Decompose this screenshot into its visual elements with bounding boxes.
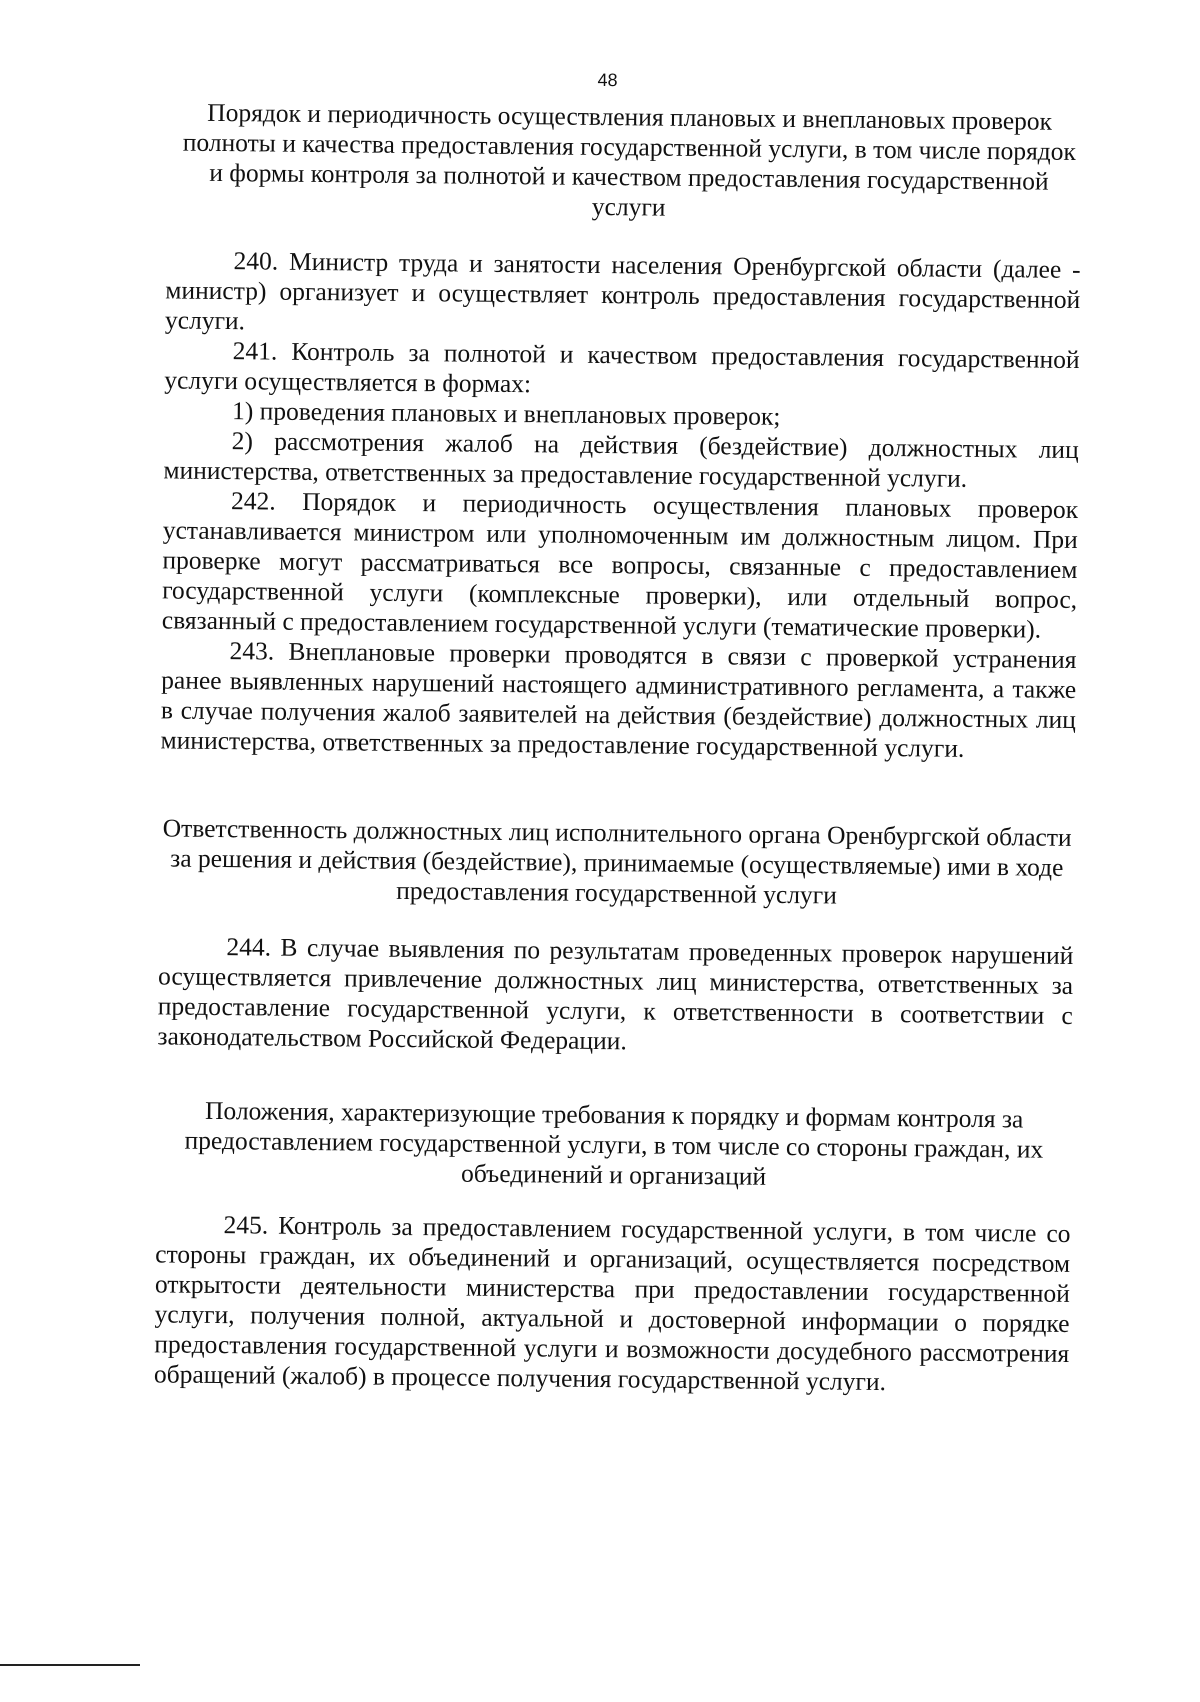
- list-item-2: 2) рассмотрения жалоб на действия (бездействие) должностных лиц министерства, ответственных за предоставление государственной услуги.: [163, 426, 1079, 493]
- page-number: 48: [597, 69, 618, 91]
- paragraph-243: 243. Внеплановые проверки проводятся в связи с проверкой устранения ранее выявленных нарушений настоящего административного регламента, а также в случае получения жалоб заявителей на действия (бездействие) должностных лиц министерства, ответственных за предоставление государственной услуги.: [160, 636, 1077, 763]
- paragraph-242: 242. Порядок и периодичность осуществления плановых проверок устанавливается министром или уполномоченным им должностным лицом. При проверке могут рассматриваться все вопросы, связанные с предоставлением государственной услуги (комплексные проверки), или отдельный вопрос, связанный с предоставлением государственной услуги (тематические проверки).: [161, 486, 1079, 644]
- footer-rule: [0, 1664, 140, 1666]
- paragraph-241: 241. Контроль за полнотой и качеством предоставления государственной услуги осуществляется в формах:: [164, 336, 1080, 399]
- section-heading-public-control: Положения, характеризующие требования к порядку и формам контроля за предоставлением государственной услуги, в том числе со стороны граждан, их объединений и организаций: [184, 1095, 1044, 1191]
- section-heading-responsibility: Ответственность должностных лиц исполнительного органа Оренбургской области за решения и действия (бездействие), принимаемые (осуществляемые) ими в ходе предоставления государственной услуги: [162, 813, 1072, 910]
- section-heading-inspections: Порядок и периодичность осуществления плановых и внеплановых проверок полноты и качества предоставления государственной услуги, в том числе порядок и формы контроля за полнотой и качеством предоставления государственной услуги: [182, 97, 1077, 222]
- paragraph-240: 240. Министр труда и занятости населения Оренбургской области (далее - министр) организует и осуществляет контроль предоставления государственной услуги.: [164, 246, 1081, 336]
- section-body-inspections: [160, 245, 1080, 765]
- section-body-public-control: [154, 1209, 1071, 1399]
- paragraph-245: 245. Контроль за предоставлением государственной услуги, в том числе со стороны граждан, их объединений и организаций, осуществляется посредством открытости деятельности министерства при предоставлении государственной услуги, получения полной, актуальной и достоверной информации о порядке предоставления государственной услуги и возможности досудебного рассмотрения обращений (жалоб) в процессе получения государственной услуги.: [153, 1210, 1071, 1397]
- list-item-1: 1) проведения плановых и внеплановых проверок;: [231, 396, 781, 431]
- paragraph-244: 244. В случае выявления по результатам проведенных проверок нарушений осуществляется привлечение должностных лиц министерства, ответственных за предоставление государственной услуги, к ответственности в соответствии с законодательством Российской Федерации.: [157, 932, 1074, 1056]
- section-body-responsibility: [157, 931, 1073, 1061]
